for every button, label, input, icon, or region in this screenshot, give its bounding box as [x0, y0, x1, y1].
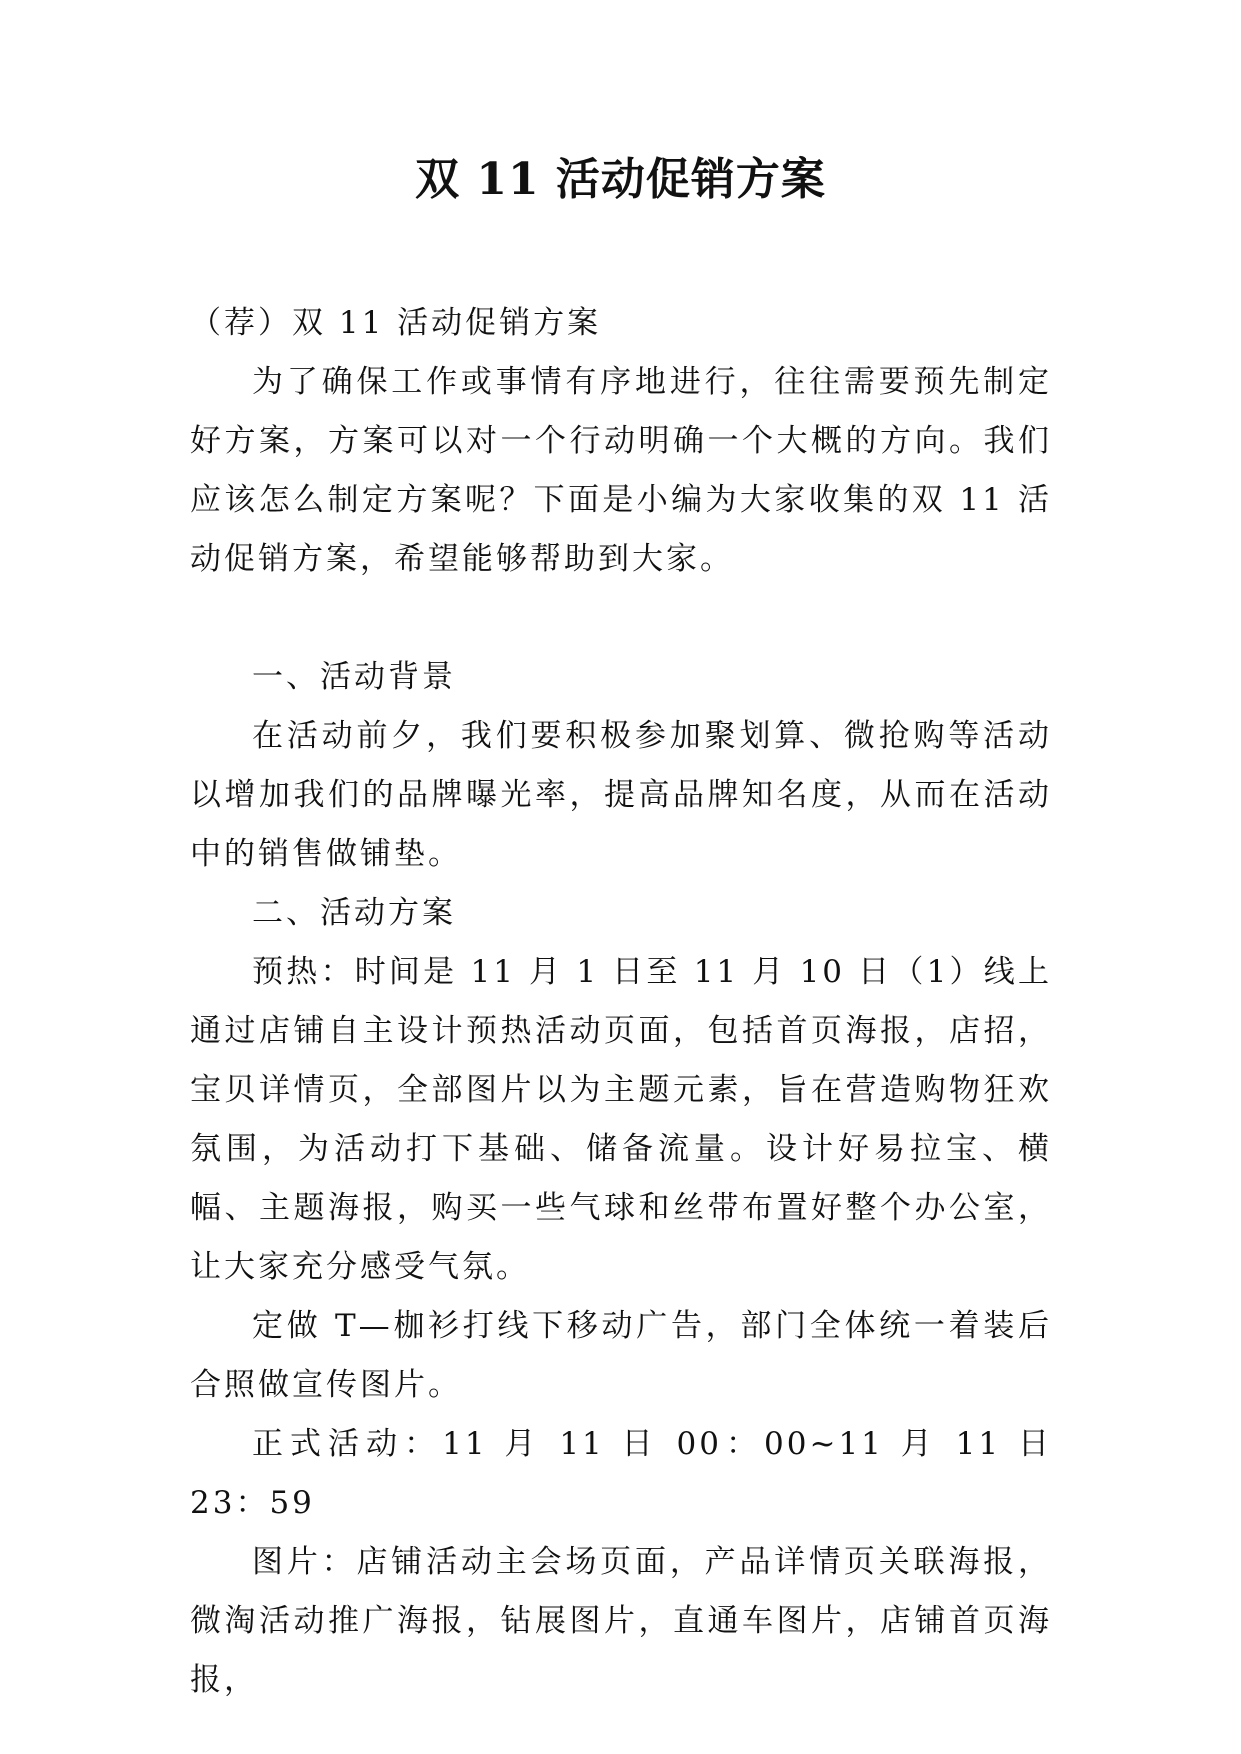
tshirt-paragraph: 定做 T—枷衫打线下移动广告，部门全体统一着装后合照做宣传图片。 — [190, 1308, 1052, 1403]
section-heading-plan: 二、活动方案 — [252, 895, 456, 931]
document-body — [190, 294, 1052, 1710]
intro-paragraph: 为了确保工作或事情有序地进行，往往需要预先制定好方案，方案可以对一个行动明确一个大概的方向。我们应该怎么制定方案呢？下面是小编为大家收集的双 11 活动促销方案，希望能够帮助到大家。 — [190, 364, 1052, 577]
images-paragraph: 图片：店铺活动主会场页面，产品详情页关联海报，微淘活动推广海报，钻展图片，直通车图片，店铺首页海报， — [190, 1544, 1052, 1698]
preheat-paragraph: 预热：时间是 11 月 1 日至 11 月 10 日（1）线上通过店铺自主设计预热活动页面，包括首页海报，店招，宝贝详情页，全部图片以为主题元素，旨在营造购物狂欢氛围，为活动打下基础、储备流量。设计好易拉宝、横幅、主题海报，购买一些气球和丝带布置好整个办公室，让大家充分感受气氛。 — [190, 954, 1052, 1285]
document-title: 双 11 活动促销方案 — [415, 154, 826, 205]
section-heading-background: 一、活动背景 — [252, 659, 456, 695]
official-event-paragraph: 正式活动：11 月 11 日 00：00~11 月 11 日 23：59 — [190, 1426, 1052, 1521]
subtitle-paragraph: （荐）双 11 活动促销方案 — [190, 305, 602, 341]
background-paragraph: 在活动前夕，我们要积极参加聚划算、微抢购等活动以增加我们的品牌曝光率，提高品牌知名度，从而在活动中的销售做铺垫。 — [190, 718, 1052, 872]
